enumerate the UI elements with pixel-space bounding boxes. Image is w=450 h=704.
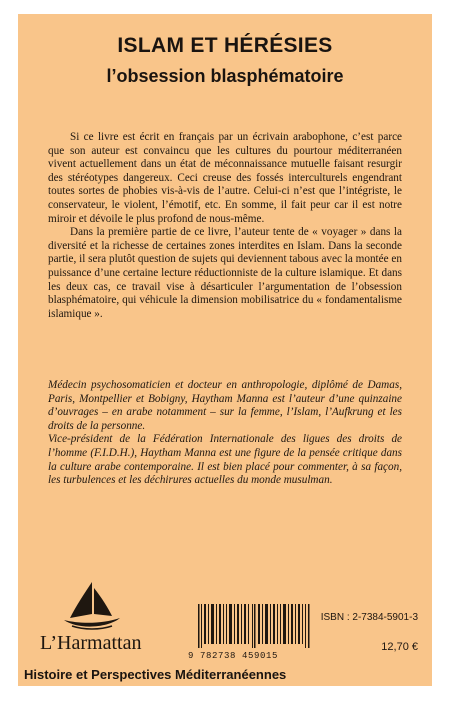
publisher-logo (40, 580, 150, 664)
blurb (48, 131, 402, 321)
blurb-paragraph-2: Dans la première partie de ce livre, l’auteur tente de « voyager » dans la diversité et la richesse de certaines zones interdites en Islam. Dans la seconde partie, il sera plutôt question de sujets qui deviennent tabous avec la montée en puissance d’une certaine lecture réductionniste de la culture islamique. Et dans les deux cas, ce travail vise à désarticuler l’argumentation de l’obsession blasphématoire, qui véhicule la dimension mobilisatrice du « fondamentalisme islamique ». (48, 226, 402, 320)
blurb-paragraph-1: Si ce livre est écrit en français par un écrivain arabophone, c’est parce que son auteur est convaincu que les cultures du pourtour méditerranéen vivent actuellement dans un état de méconnaissance mutuelle faisant resurgir des stéréotypes dangereux. Ceci creuse des fossés interculturels engendrant toutes sortes de phobies vis-à-vis de l’autre. Celui-ci n’est que l’intégriste, le conservateur, le violent, l’émotif, etc. En somme, il fait peur car il est notre miroir et dévoile le plus profond de nous-même. (48, 131, 402, 225)
price: 12,70 € (381, 641, 418, 653)
author-bio (48, 379, 402, 488)
barcode (198, 604, 310, 648)
barcode-number: 9 782738 459015 (188, 651, 279, 661)
publisher-name: L’Harmattan (40, 632, 142, 654)
book-subtitle: l’obsession blasphématoire (106, 66, 344, 86)
bio-paragraph-2: Vice-président de la Fédération Internationale des ligues des droits de l’homme (F.I.D.H.), Haytham Manna est une figure de la pensée critique dans la culture arabe contemporaine. Il est bien placé pour commenter, à sa façon, les turbulences et les déchirures actuelles du monde musulman. (48, 433, 402, 487)
isbn: ISBN : 2-7384-5901-3 (320, 612, 418, 623)
boat-sail-logo-icon (62, 580, 122, 632)
back-cover (18, 14, 432, 686)
book-title: ISLAM ET HÉRÉSIES (117, 34, 333, 57)
bio-paragraph-1: Médecin psychosomaticien et docteur en anthropologie, diplômé de Damas, Paris, Montpellier et Bobigny, Haytham Manna est l’auteur d’une quinzaine d’ouvrages – en arabe notamment – sur la femme, l’Islam, l’Aufkrung et les droits de la personne. (48, 379, 402, 432)
series-name: Histoire et Perspectives Méditerranéennes (24, 667, 287, 682)
